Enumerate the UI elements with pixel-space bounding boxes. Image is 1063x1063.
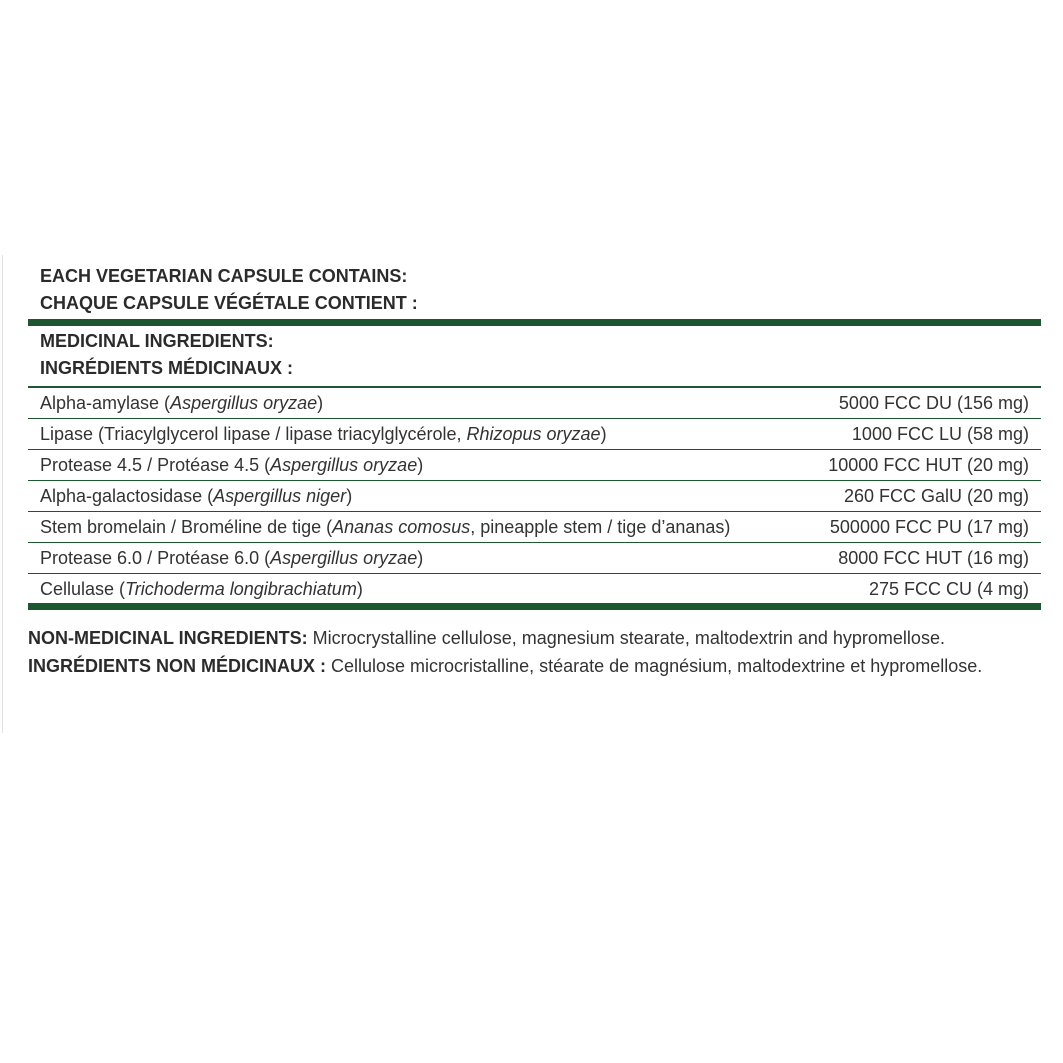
non-medicinal-ingredients	[28, 624, 1048, 680]
ingredient-amount: 260 FCC GalU (20 mg)	[843, 486, 1029, 506]
table-row	[28, 450, 1041, 481]
ingredient-name: Protease 6.0 / Protéase 6.0 (Aspergillus oryzae)	[40, 548, 424, 568]
table-row	[28, 388, 1041, 419]
ingredient-amount: 5000 FCC DU (156 mg)	[838, 393, 1029, 413]
ingredient-amount: 1000 FCC LU (58 mg)	[851, 424, 1029, 444]
top-green-rule	[28, 319, 1041, 326]
capsule-heading-fr: CHAQUE CAPSULE VÉGÉTALE CONTIENT :	[40, 293, 418, 313]
table-row	[28, 419, 1041, 450]
ingredient-name: Protease 4.5 / Protéase 4.5 (Aspergillus oryzae)	[40, 455, 424, 475]
non-medicinal-label-fr: INGRÉDIENTS NON MÉDICINAUX :	[28, 656, 327, 676]
capsule-heading-en: EACH VEGETARIAN CAPSULE CONTAINS:	[40, 266, 408, 286]
ingredient-name: Stem bromelain / Broméline de tige (Ananas comosus, pineapple stem / tige d’ananas)	[40, 517, 731, 537]
medicinal-heading-fr: INGRÉDIENTS MÉDICINAUX :	[40, 358, 294, 378]
bottom-green-rule	[28, 603, 1041, 610]
ingredient-name: Alpha-amylase (Aspergillus oryzae)	[40, 393, 324, 413]
ingredient-amount: 275 FCC CU (4 mg)	[868, 579, 1029, 599]
supplement-facts-panel	[0, 255, 1063, 733]
non-medicinal-text-fr: Cellulose microcristalline, stéarate de magnésium, maltodextrine et hypromellose.	[326, 656, 983, 676]
ingredient-amount: 10000 FCC HUT (20 mg)	[828, 455, 1029, 475]
ingredient-name: Alpha-galactosidase (Aspergillus niger)	[40, 486, 353, 506]
table-row	[28, 512, 1041, 543]
left-divider	[2, 255, 3, 733]
non-medicinal-text-en: Microcrystalline cellulose, magnesium stearate, maltodextrin and hypromellose.	[307, 628, 945, 648]
ingredient-amount: 8000 FCC HUT (16 mg)	[838, 548, 1029, 568]
medicinal-ingredients-table	[28, 388, 1041, 605]
table-row	[28, 574, 1041, 605]
table-row	[28, 543, 1041, 574]
ingredient-name: Cellulase (Trichoderma longibrachiatum)	[40, 579, 363, 599]
ingredient-name: Lipase (Triacylglycerol lipase / lipase triacylglycérole, Rhizopus oryzae)	[40, 424, 607, 444]
table-row	[28, 481, 1041, 512]
non-medicinal-label-en: NON-MEDICINAL INGREDIENTS:	[28, 628, 308, 648]
ingredient-amount: 500000 FCC PU (17 mg)	[829, 517, 1029, 537]
medicinal-heading-en: MEDICINAL INGREDIENTS:	[40, 331, 274, 351]
